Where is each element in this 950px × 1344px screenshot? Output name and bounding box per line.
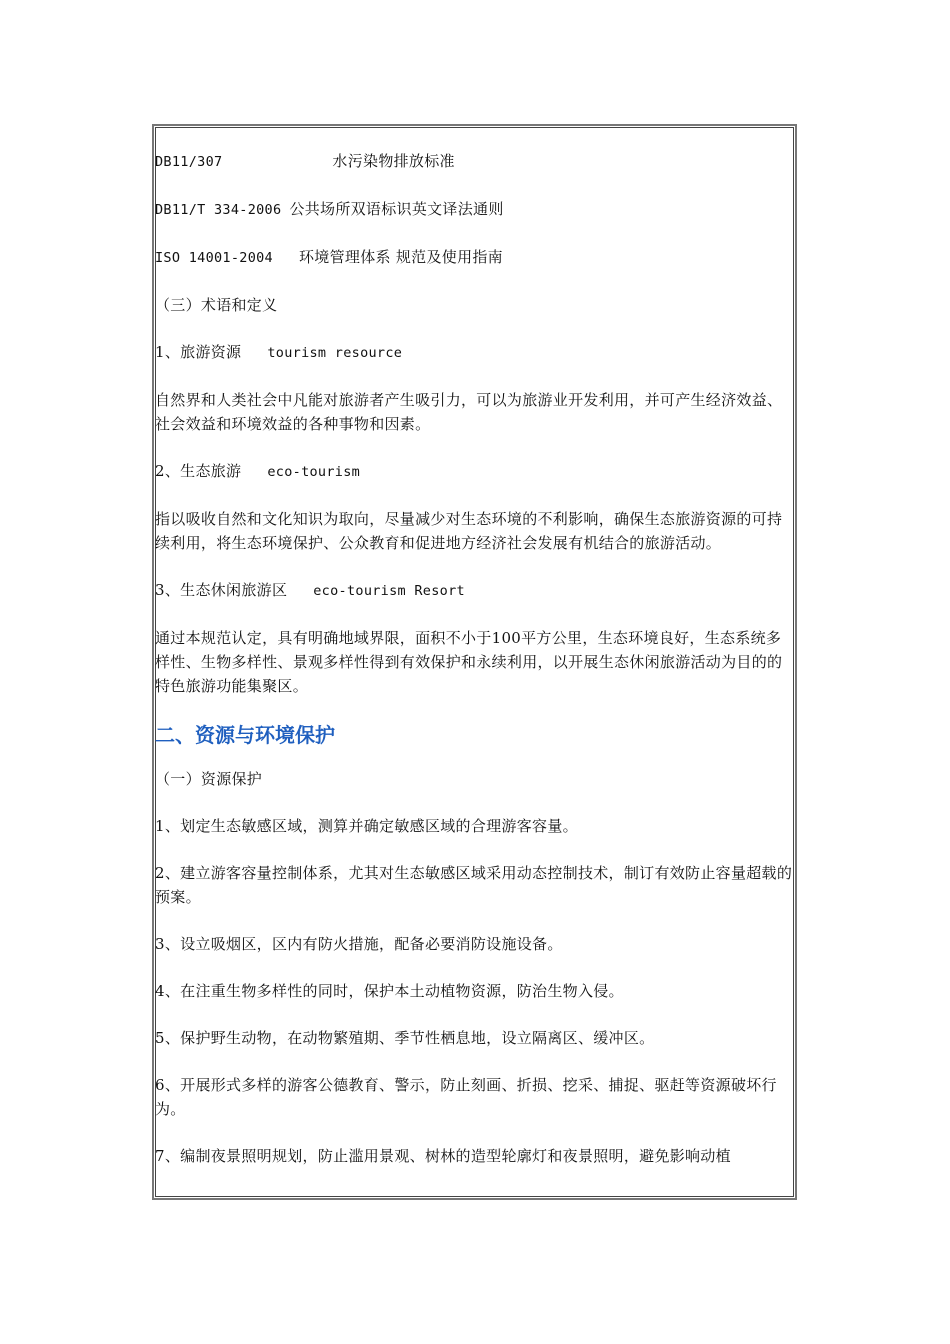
term-3-definition: 通过本规范认定，具有明确地域界限，面积不小于100平方公里，生态环境良好，生态系统多样性、生物多样性、景观多样性得到有效保护和永续利用，以开展生态休闲旅游活动为目的的特色旅游功能集聚区。 [155, 629, 783, 695]
standard-title: 公共场所双语标识英文译法通则 [289, 200, 504, 218]
standard-line-2 [155, 197, 793, 222]
list-item: 4、在注重生物多样性的同时，保护本土动植物资源，防治生物入侵。 [155, 982, 624, 1000]
term-english: eco-tourism Resort [313, 583, 465, 599]
term-label: 1、旅游资源 [155, 343, 242, 361]
standard-code: DB11/T 334-2006 [155, 202, 282, 218]
section-title: 二、资源与环境保护 [155, 723, 335, 747]
standard-code: ISO 14001-2004 [155, 250, 273, 266]
standard-title: 环境管理体系 规范及使用指南 [299, 248, 503, 266]
standard-title: 水污染物排放标准 [332, 152, 455, 170]
subsection-title: （一）资源保护 [155, 770, 263, 788]
term-1-definition: 自然界和人类社会中凡能对旅游者产生吸引力，可以为旅游业开发利用，并可产生经济效益、社会效益和环境效益的各种事物和因素。 [155, 391, 783, 433]
standard-line-3 [155, 245, 793, 270]
term-2-definition: 指以吸收自然和文化知识为取向，尽量减少对生态环境的不利影响，确保生态旅游资源的可持续利用，将生态环境保护、公众教育和促进地方经济社会发展有机结合的旅游活动。 [155, 510, 783, 552]
list-item: 7、编制夜景照明规划，防止滥用景观、树林的造型轮廓灯和夜景照明，避免影响动植 [155, 1147, 731, 1165]
term-label: 2、生态旅游 [155, 462, 242, 480]
document-frame [152, 124, 797, 1200]
terms-heading: （三）术语和定义 [155, 296, 278, 314]
list-item: 1、划定生态敏感区域，测算并确定敏感区域的合理游客容量。 [155, 817, 578, 835]
list-item: 2、建立游客容量控制体系，尤其对生态敏感区域采用动态控制技术，制订有效防止容量超载的预案。 [155, 864, 793, 906]
list-item: 3、设立吸烟区，区内有防火措施，配备必要消防设施设备。 [155, 935, 563, 953]
list-item: 5、保护野生动物，在动物繁殖期、季节性栖息地，设立隔离区、缓冲区。 [155, 1029, 655, 1047]
term-label: 3、生态休闲旅游区 [155, 581, 288, 599]
list-item: 6、开展形式多样的游客公德教育、警示，防止刻画、折损、挖采、捕捉、驱赶等资源破坏行为。 [155, 1076, 777, 1118]
standard-line-1 [155, 149, 793, 174]
document-content [155, 149, 793, 1191]
term-2-heading [155, 459, 793, 484]
term-english: tourism resource [267, 345, 403, 361]
term-english: eco-tourism [267, 464, 361, 480]
term-3-heading [155, 578, 793, 603]
term-1-heading [155, 340, 793, 365]
standard-code: DB11/307 [155, 154, 223, 170]
